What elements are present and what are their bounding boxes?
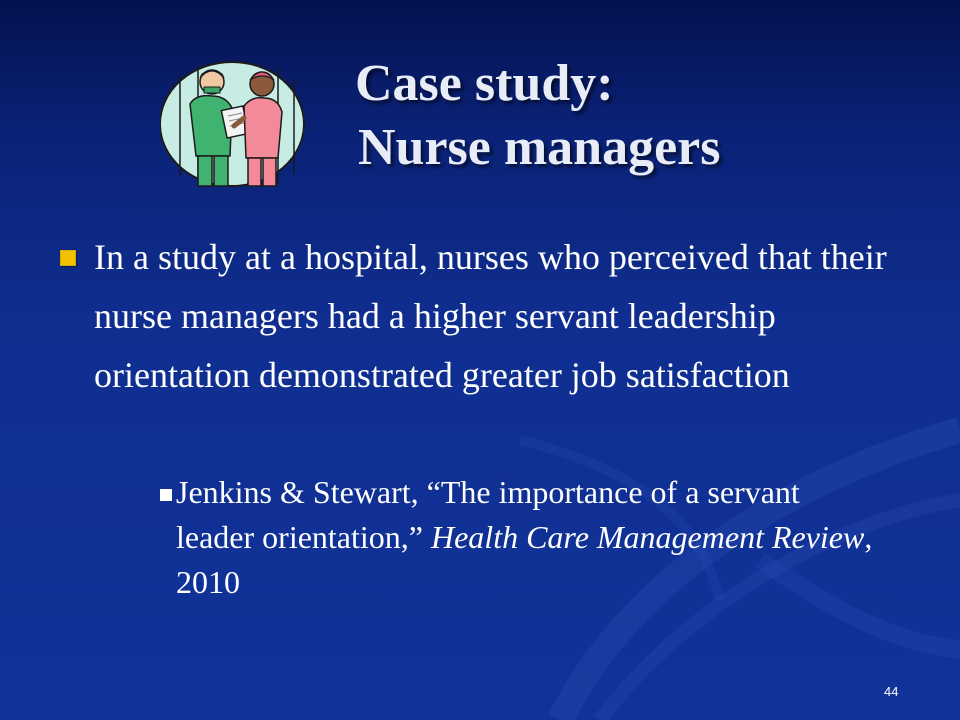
citation-journal: Health Care Management Review [430,519,865,555]
title-line-1: Case study: [355,55,614,112]
nurses-clipart [160,56,310,191]
page-number: 44 [884,684,899,699]
title-line-2: Nurse managers [358,119,721,176]
main-bullet-text: In a study at a hospital, nurses who perceived that their nurse managers had a higher servant leadership orientation demonstrated greater job satisfaction [94,237,887,395]
citation-bullet [156,470,876,605]
yellow-square-bullet-icon [60,250,76,266]
citation-text [156,470,876,605]
slide-title [300,52,860,180]
citation-authors-title: Jenkins & Stewart, “The importance of a servant leader orientation,” [176,474,800,555]
citation-year: , 2010 [176,519,873,600]
main-bullet [60,228,920,405]
white-square-bullet-icon [160,489,172,501]
